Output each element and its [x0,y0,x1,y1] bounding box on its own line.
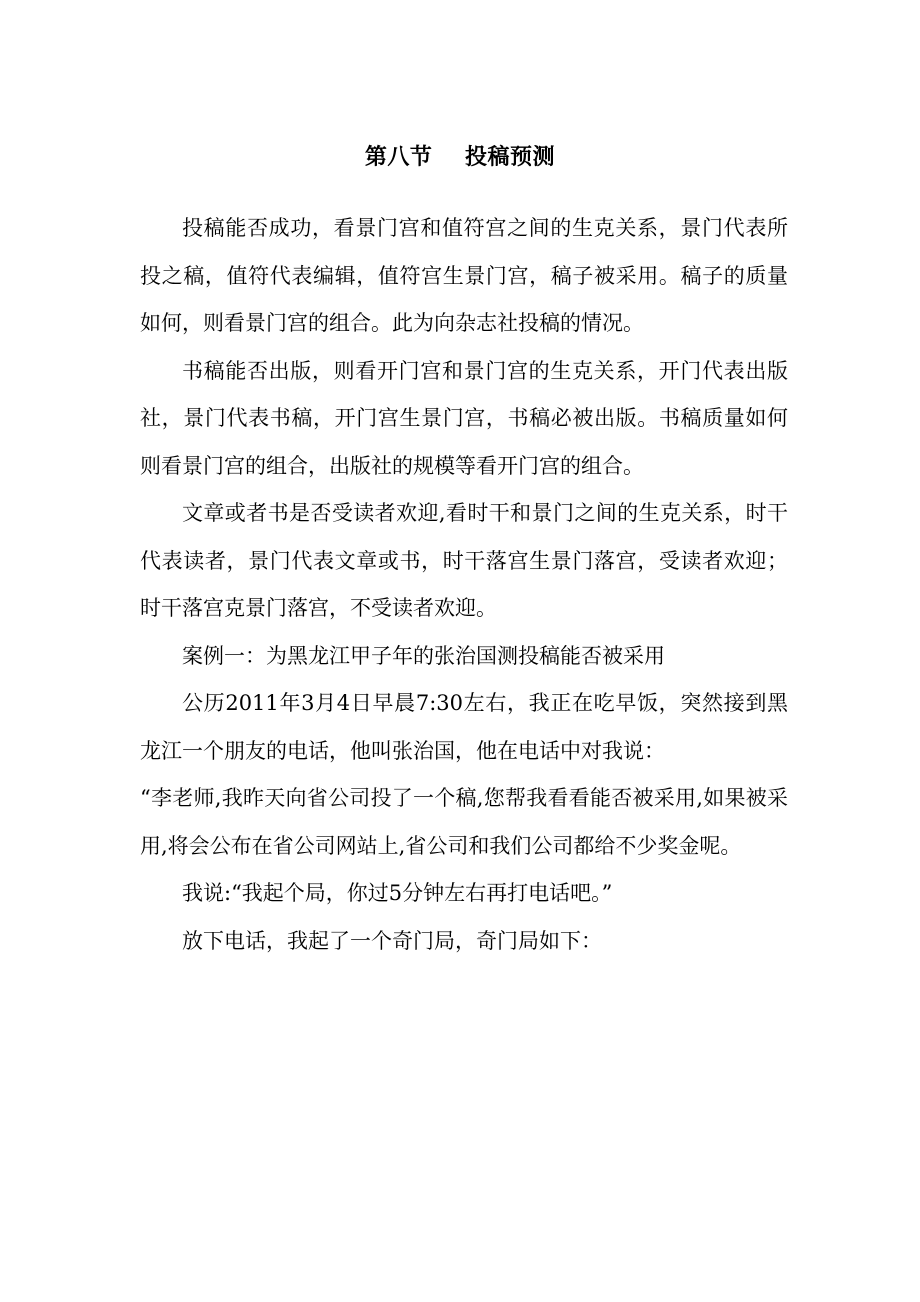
section-title: 第八节 投稿预测 [364,145,556,170]
paragraph-case-quote: “李老师,我昨天向省公司投了一个稿,您帮我看看能否被采用,如果被采用,将会公布在省公司网站上,省公司和我们公司都给不少奖金呢。 [140,786,788,858]
paragraph-chart-intro: 放下电话，我起了一个奇门局，奇门局如下： [182,928,602,953]
paragraph-submission-success: 投稿能否成功，看景门宫和值符宫之间的生克关系，景门代表所投之稿，值符代表编辑，值符宫生景门宫，稿子被采用。稿子的质量如何，则看景门宫的组合。此为向杂志社投稿的情况。 [140,216,788,335]
paragraph-reply: 我说:“我起个局，你过5分钟左右再打电话吧。” [182,881,613,905]
paragraph-case-narrative: 公历2011年3月4日早晨7:30左右，我正在吃早饭，突然接到黑龙江一个朋友的电话，他叫张治国，他在电话中对我说： [140,691,788,763]
paragraph-reader-reception: 文章或者书是否受读者欢迎,看时干和景门之间的生克关系，时干代表读者，景门代表文章或书，时干落宫生景门落宫，受读者欢迎；时干落宫克景门落宫，不受读者欢迎。 [140,501,788,620]
paragraph-book-publishing: 书稿能否出版，则看开门宫和景门宫的生克关系，开门代表出版社，景门代表书稿，开门宫生景门宫，书稿必被出版。书稿质量如何则看景门宫的组合，出版社的规模等看开门宫的组合。 [140,358,788,478]
document-body [140,205,788,965]
paragraph-case-heading: 案例一：为黑龙江甲子年的张治国测投稿能否被采用 [182,643,665,668]
